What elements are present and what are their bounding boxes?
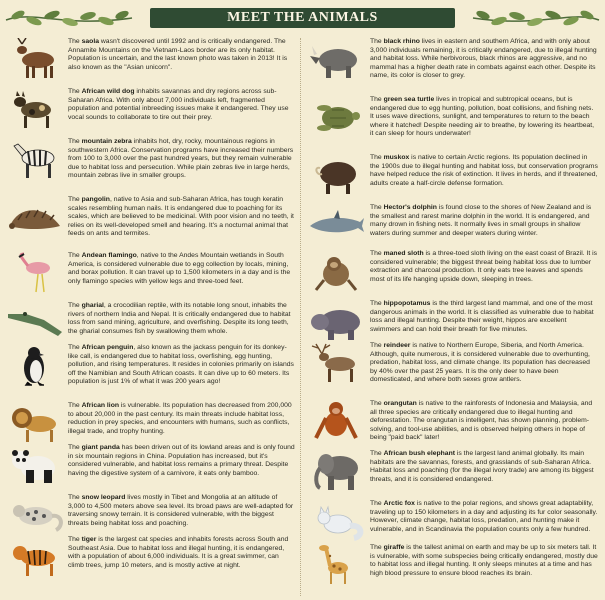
- black-rhino-icon: [306, 38, 368, 80]
- entry-text: The saola wasn't discovered until 1992 and is critically endangered. The Annamite Mountains on the Vietnam-Laos border are its only habitat. Population is uncertain, and the last known photo was taken in 2013! It is also known as the "Asian unicorn".: [68, 38, 288, 71]
- hectors-dolphin-icon: [306, 204, 368, 246]
- entry-text: The giraffe is the tallest animal on earth and may be up to six meters tall. It is vulnerable, with some subspecies being critically endangered, mostly due to habitat loss and illegal hunting. It only sleeps minutes at a time and has high blood pressure to ensure blood reaches its brain.: [370, 544, 598, 577]
- maned-sloth-icon: [306, 250, 368, 292]
- entry-text: The reindeer is native to Northern Europe, Siberia, and North America. Although, quite numerous, it is considered vulnerable due to overhunting, predation, habitat loss, and climate change. Its population has decreased by 40% over the past 25 years. It is the only deer to have been domesticated, and where both sexes grow antlers.: [370, 342, 590, 384]
- arctic-fox-icon: [306, 500, 368, 542]
- entry-text: The orangutan is native to the rainforests of Indonesia and Malaysia, and all three species are critically endangered due to illegal hunting and deforestation. The orangutan is intelligent, has shown planning, problem-solving, and tool-use abilities, and is observed helping others in hope of being "paid back" later!: [370, 400, 593, 442]
- column-divider: [300, 38, 301, 596]
- african-lion-icon: [4, 402, 66, 444]
- entry-text: The pangolin, native to Asia and sub-Saharan Africa, has tough keratin scales resembling human nails. It is endangered due to poaching for its scales, which are believed to be medicinal. With poor vision and no teeth, it relies on its well-developed smell and hearing. It's a nocturnal animal that feeds on ants and termites.: [68, 196, 294, 238]
- entry-text: The tiger is the largest cat species and inhabits forests across South and Southeast Asia. Due to habitat loss and illegal hunting, it is endangered, with a population of about 6,000 individuals. It is a great swimmer, can climb trees, jump 10 meters, and is mostly active at night.: [68, 536, 289, 569]
- entry-text: The giant panda has been driven out of its lowland areas and is only found in six mountain regions in China. Population has increased, but it's considered vulnerable, and habitat loss remains a primary threat. Despite having the digestive system of a carnivore, it eats only bamboo.: [68, 444, 295, 477]
- green-sea-turtle-icon: [306, 96, 368, 138]
- entry-text: The African wild dog inhabits savannas and dry regions across sub-Saharan Africa. With only about 7,000 individuals left, fragmented population and potential inbreeding issues make it endangered. They use vocal sounds to collaborate to tire out their prey.: [68, 88, 289, 121]
- saola-icon: [4, 38, 66, 80]
- entry-text: The Arctic fox is native to the polar regions, and shows great adaptability, traveling up to 150 kilometers in a day and adjusting its fur color seasonally. However, climate change, habitat loss, predation, and hunting make it vulnerable, and in Scandinavia the population counts only a few hundred.: [370, 500, 598, 533]
- hippopotamus-icon: [306, 300, 368, 342]
- orangutan-icon: [306, 400, 368, 442]
- entry-text: The muskox is native to certain Arctic regions. Its population declined in the 1900s due to illegal hunting and habitat loss, but conservation programs have helped reduce the risk of extinction. It lives in herds, and if threatened, adults create a half-circle defense formation.: [370, 154, 598, 187]
- entry-text: The mountain zebra inhabits hot, dry, rocky, mountainous regions in southwestern Africa. Conservation programs have increased their numbers from 100 to 3,000 over the past hundred years, but they remain vulnerable due to habitat loss and persecution. While plain zebras live in large herds, mountain zebras live in smaller groups.: [68, 138, 294, 180]
- african-bush-elephant-icon: [306, 450, 368, 492]
- entry-text: The Andean flamingo, native to the Andes Mountain wetlands in South America, is considered vulnerable due to egg collection by locals, mining, and borax pollution. It can travel up to 1,500 kilometers in a day and is the only flamingo species with yellow legs and three-toed feet.: [68, 252, 291, 285]
- entry-text: The African lion is vulnerable. Its population has decreased from 200,000 to about 20,000 in the past century. Its main threats include habitat loss, reduction in prey species, and encounters with humans, such as conflicts, illegal trade, and trophy hunting.: [68, 402, 292, 435]
- entry-text: The African bush elephant is the largest land animal globally. Its main habitats are the savannas, forests, and grasslands of sub-Saharan Africa. Habitat loss and poaching (for the illegal ivory trade) are among its biggest threats, and it is considered endangered.: [370, 450, 594, 483]
- african-penguin-icon: [4, 344, 66, 386]
- leafy-vine-right-icon: [471, 6, 601, 28]
- entry-text: The snow leopard lives mostly in Tibet and Mongolia at an altitude of 3,000 to 4,500 meters above sea level. Its broad paws are well-adapted for traversing snowy terrain. It is considered vulnerable, with the biggest threats being habitat loss and poaching.: [68, 494, 294, 527]
- giraffe-icon: [306, 544, 368, 586]
- entry-text: The Hector's dolphin is found close to the shores of New Zealand and is the smallest and rarest marine dolphin in the world. It is endangered, and many drown in fishing nets. It normally lives in small groups in shallow waters during summer and deeper waters during winter.: [370, 204, 592, 237]
- gharial-icon: [4, 302, 66, 344]
- entry-text: The maned sloth is a three-toed sloth living on the east coast of Brazil. It is considered vulnerable; the biggest threat being habitat loss due to lumber extraction and charcoal production. It only eats tree leaves and spends most of its life hanging upside down, sleeping in trees.: [370, 250, 598, 283]
- snow-leopard-icon: [4, 494, 66, 536]
- entry-text: The gharial, a crocodilian reptile, with its notable long snout, inhabits the rivers of northern India and Nepal. It is critically endangered due to habitat loss from sand mining, agriculture, and overfishing. Despite its long teeth, the gharial consumes fish by swallowing them whole.: [68, 302, 291, 335]
- entry-text: The black rhino lives in eastern and southern Africa, and with only about 3,000 individuals remaining, it is critically endangered, due to illegal hunting and habitat loss. While herbivorous, black rhinos are aggressive, and no mammal has a higher death rate in combats against each other. Despite its name, its color is closer to grey.: [370, 38, 597, 80]
- andean-flamingo-icon: [4, 252, 66, 294]
- pangolin-icon: [4, 196, 66, 238]
- entry-text: The African penguin, also known as the jackass penguin for its donkey-like call, is endangered due to habitat loss, overfishing, egg hunting, pollution, and rising temperatures. It resides in colonies primarily on islands off the Namibian and South African coasts. It can dive up to 60 meters. Its population is just 1% of what it was 200 years ago!: [68, 344, 294, 386]
- tiger-icon: [4, 536, 66, 578]
- giant-panda-icon: [4, 444, 66, 486]
- entry-text: The green sea turtle lives in tropical and subtropical oceans, but is endangered due to egg hunting, pollution, boat collisions, and fishing nets. It uses wave directions, sunlight, and temperatures to return to the beach where it hatched! Despite needing air to breathe, by lowering its heartbeat, it can sleep for hours underwater!: [370, 96, 595, 138]
- leafy-vine-left-icon: [4, 6, 134, 28]
- muskox-icon: [306, 154, 368, 196]
- header: [0, 0, 605, 30]
- entry-text: The hippopotamus is the third largest land mammal, and one of the most dangerous animals in the world. It is classified as vulnerable due to habitat loss and illegal hunting. Despite their weight, hippos are excellent swimmers and can hold their breath for five minutes.: [370, 300, 594, 333]
- reindeer-icon: [306, 342, 368, 384]
- african-wild-dog-icon: [4, 88, 66, 130]
- mountain-zebra-icon: [4, 138, 66, 180]
- page-title: MEET THE ANIMALS: [150, 8, 455, 28]
